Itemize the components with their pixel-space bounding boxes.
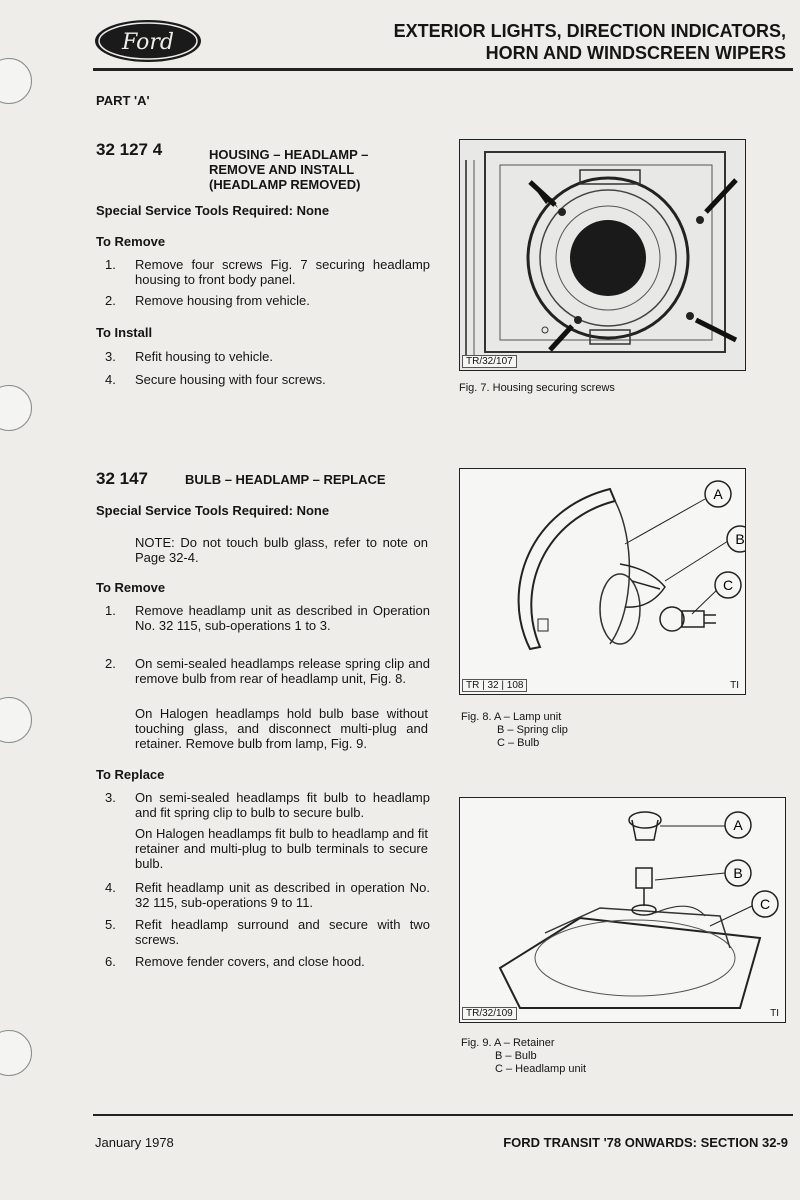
svg-text:C: C (722, 577, 734, 593)
step-item: 2. On semi-sealed headlamps release spring clip and remove bulb from rear of headlamp unit, Fig. 8. (105, 656, 430, 686)
step-item: 1. Remove headlamp unit as described in Operation No. 32 115, sub-operations 1 to 3. (105, 603, 430, 633)
svg-text:C: C (759, 896, 771, 912)
binder-hole (0, 58, 32, 104)
tools-required: Special Service Tools Required: None (96, 503, 330, 518)
figure-9 (459, 797, 786, 1023)
operation-title: BULB – HEADLAMP – REPLACE (185, 472, 386, 487)
figure-ti-mark: TI (730, 680, 739, 691)
replace-heading: To Replace (96, 767, 165, 782)
binder-hole (0, 697, 32, 743)
page-title: EXTERIOR LIGHTS, DIRECTION INDICATORS, HORN AND WINDSCREEN WIPERS (393, 21, 786, 63)
footer-section: FORD TRANSIT '78 ONWARDS: SECTION 32-9 (503, 1135, 788, 1150)
step-item: 1. Remove four screws Fig. 7 securing headlamp housing to front body panel. (105, 257, 430, 287)
part-label: PART 'A' (96, 93, 150, 108)
install-heading: To Install (96, 325, 153, 340)
svg-text:Ford: Ford (122, 30, 174, 55)
operation-number: 32 147 (96, 469, 148, 488)
figure-reference: TR | 32 | 108 (462, 679, 527, 692)
header-divider (93, 68, 793, 71)
svg-text:B: B (735, 531, 745, 547)
operation-number: 32 127 4 (96, 140, 163, 159)
note-text: NOTE: Do not touch bulb glass, refer to note on Page 32-4. (135, 535, 428, 565)
remove-heading: To Remove (96, 234, 166, 249)
figure-reference: TR/32/109 (462, 1007, 517, 1020)
footer-divider (93, 1114, 793, 1116)
figure-8-caption: Fig. 8. A – Lamp unit B – Spring clip C – Bulb (461, 711, 568, 749)
step-item: 6. Remove fender covers, and close hood. (105, 954, 365, 969)
footer-date: January 1978 (95, 1135, 174, 1150)
step-item: 2. Remove housing from vehicle. (105, 293, 310, 308)
figure-reference: TR/32/107 (462, 355, 517, 368)
tools-required: Special Service Tools Required: None (96, 203, 330, 218)
figure-9-caption: Fig. 9. A – Retainer B – Bulb C – Headlamp unit (461, 1037, 587, 1075)
binder-hole (0, 385, 32, 431)
figure-7-caption: Fig. 7. Housing securing screws (459, 382, 615, 394)
remove-heading: To Remove (96, 580, 166, 595)
headlamp-housing-illustration (460, 140, 745, 370)
step-item: 4. Secure housing with four screws. (105, 372, 326, 387)
halogen-bulb-exploded-illustration (460, 798, 785, 1022)
operation-title: HOUSING – HEADLAMP – REMOVE AND INSTALL (HEADLAMP REMOVED) (209, 147, 369, 192)
figure-ti-mark: TI (770, 1008, 779, 1019)
step-item: 5. Refit headlamp surround and secure with two screws. (105, 917, 430, 947)
step-item: 3. On semi-sealed headlamps fit bulb to headlamp and fit spring clip to bulb to secure bulb. (105, 790, 430, 820)
step-item: 3. Refit housing to vehicle. (105, 349, 274, 364)
svg-text:A: A (713, 486, 723, 502)
svg-text:A: A (733, 817, 743, 833)
halogen-remove-text: On Halogen headlamps hold bulb base without touching glass, and disconnect multi-plug and retainer. Remove bulb from lamp, Fig. 9. (135, 706, 428, 751)
lamp-unit-exploded-illustration (460, 469, 745, 694)
figure-8 (459, 468, 746, 695)
step-item: 4. Refit headlamp unit as described in operation No. 32 115, sub-operations 9 to 11. (105, 880, 430, 910)
figure-7 (459, 139, 746, 371)
halogen-replace-text: On Halogen headlamps fit bulb to headlamp and fit retainer and multi-plug to bulb terminals to secure bulb. (135, 826, 428, 871)
ford-logo (93, 18, 203, 64)
binder-hole (0, 1030, 32, 1076)
svg-text:B: B (733, 865, 743, 881)
